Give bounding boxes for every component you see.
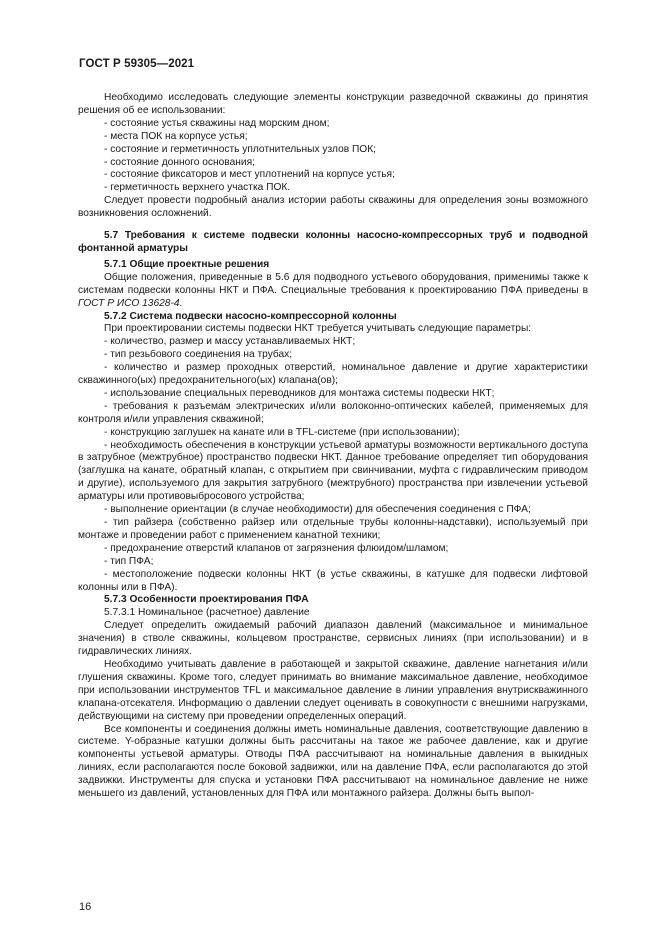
list-item: - тип райзера (собственно райзер или отдельные трубы колонны-надставки), используемый при монтаже и проведении работ с применением канатной техники; [78, 517, 588, 541]
list-item: - требования к разъемам электрических и/или волоконно-оптических кабелей, применяемых для контроля и/или управления скважиной; [78, 400, 588, 425]
list-item: - предохранение отверстий клапанов от загрязнения флюидом/шламом; [104, 542, 449, 554]
paragraph-text: Общие положения, приведенные в 5.6 для подводного устьевого оборудования, применимы также к системам подвески колонны НКТ и ПФА. Специальные требования к проектированию ПФА приведены в [78, 271, 588, 296]
intro-paragraph: Необходимо исследовать следующие элементы конструкции разведочной скважины до принятия решения об ее использовании: [78, 92, 588, 116]
list-item: - герметичность верхнего участка ПОК. [104, 182, 291, 194]
intro-closing-paragraph: Следует провести подробный анализ истории работы скважины для определения зоны возможного возникновения осложнений. [78, 195, 588, 220]
standard-reference-link: ГОСТ Р ИСО 13628-4 [78, 297, 180, 309]
list-item: - выполнение ориентации (в случае необходимости) для обеспечения соединения с ПФА; [104, 504, 531, 516]
section-5-7-heading: 5.7 Требования к системе подвески колонны насосно-компрессорных труб и подводной фонтанной арматуры [78, 230, 588, 254]
list-item: - тип резьбового соединения на трубах; [104, 349, 293, 361]
list-item: - местоположение подвески колонны НКТ (в устье скважины, в катушке для подвески лифтовой колонны или в ПФА). [78, 568, 588, 593]
paragraph: Необходимо учитывать давление в работающей и закрытой скважине, давление нагнетания и/или глушения скважины. Кроме того, следует принимать во внимание максимальное давление, необходимое при использовании инструментов TFL и максимальное давление в линии управления внутрискважинного клапана-отсекателя. Информацию о давлении следует оценивать в совокупности с внешними нагрузками, действующими на систему при проведении определенных операций. [78, 658, 588, 722]
page-number: 16 [79, 901, 92, 913]
section-5-7-1-paragraph [78, 272, 588, 311]
list-item: - тип ПФА; [104, 555, 154, 567]
section-5-7-2-list [78, 336, 588, 594]
list-item: - места ПОК на корпусе устья; [104, 130, 248, 142]
intro-list [78, 118, 588, 195]
list-item: - состояние фиксаторов и мест уплотнений на корпусе устья; [104, 169, 395, 181]
section-5-7-2-lead: При проектировании системы подвески НКТ требуется учитывать следующие параметры: [104, 323, 532, 335]
list-item: - количество и размер проходных отверстий, номинальное давление и другие характеристики скважинного(ых) предохранительного(ых) клапана(ов); [78, 362, 588, 387]
list-item: - конструкцию заглушек на канате или в TFL-системе (при использовании); [104, 426, 460, 438]
document-id: ГОСТ Р 59305—2021 [79, 58, 195, 70]
paragraph: Следует определить ожидаемый рабочий диапазон давлений (максимальное и минимальное значения) в стволе скважины, кольцевом пространстве, сервисных линиях (при использовании) и в гидравлических линиях. [78, 620, 588, 658]
page-content [78, 92, 588, 801]
paragraph: Все компоненты и соединения должны иметь номинальные давления, соответствующие давлению в системе. Y-образные катушки должны быть рассчитаны на такое же рабочее давление, как и другие компоненты устьевой арматуры. Отводы ПФА рассчитывают на номинальные давления в выкидных линиях, если располагаются после боковой задвижки, или на давление ПФА, если располагаются до этой задвижки. Инструменты для спуска и установки ПФА рассчитывают на номинальное давление не ниже меньшего из давлений, установленных для ПФА или монтажного райзера. Должны быть выпол- [78, 723, 588, 800]
list-item: - необходимость обеспечения в конструкции устьевой арматуры возможности вертикального доступа в затрубное (межтрубное) пространство подвески НКТ. Данное требование определяет тип оборудования (заглушка на канате, обратный клапан, с открытием при свинчивании, муфта с гидравлическим приводом и другие), используемого для закрытия затрубного (межтрубного) пространства при извлечении устьевой арматуры или противовыбросового устройства; [78, 439, 588, 503]
list-item: - состояние донного основания; [104, 156, 255, 168]
list-item: - состояние и герметичность уплотнительных узлов ПОК; [104, 143, 376, 155]
section-5-7-3-1-heading: 5.7.3.1 Номинальное (расчетное) давление [104, 607, 310, 619]
paragraph-text: . [179, 297, 183, 309]
section-5-7-1-heading: 5.7.1 Общие проектные решения [104, 258, 270, 270]
page-header [79, 58, 194, 70]
list-item: - количество, размер и массу устанавливаемых НКТ; [104, 336, 356, 348]
list-item: - использование специальных переводников для монтажа системы подвески НКТ; [104, 387, 495, 399]
list-item: - состояние устья скважины над морским дном; [104, 117, 330, 129]
section-5-7-2-heading: 5.7.2 Система подвески насосно-компрессорной колонны [104, 310, 397, 322]
section-5-7-3-heading: 5.7.3 Особенности проектирования ПФА [104, 594, 309, 606]
